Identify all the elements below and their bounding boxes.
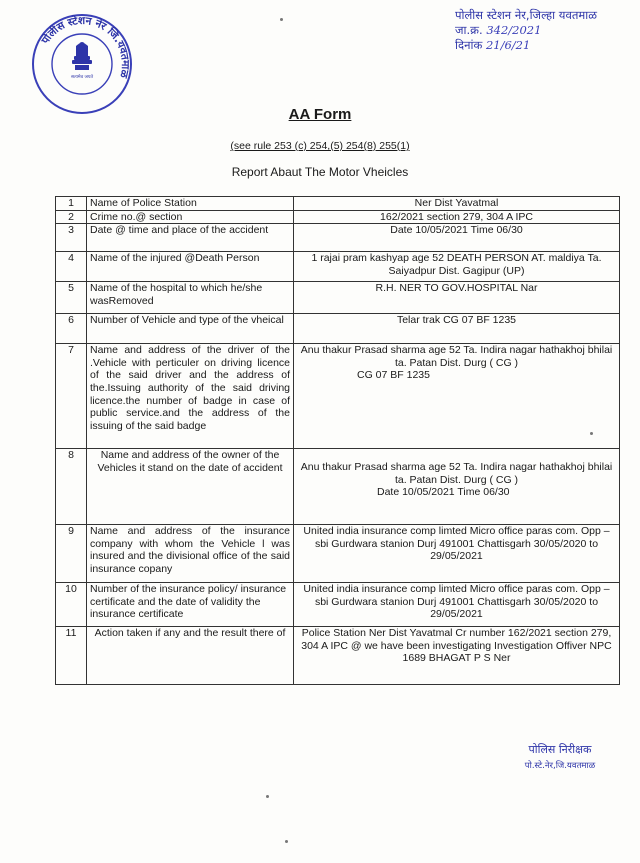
row-value: 162/2021 section 279, 304 A IPC	[294, 210, 620, 224]
table-row	[56, 449, 620, 525]
office-stamp-line1: पोलीस स्टेशन नेर,जिल्हा यवतमाळ	[455, 8, 598, 22]
row-number: 5	[56, 282, 87, 314]
ref-no-label: जा.क्र.	[455, 23, 483, 37]
officer-signature-stamp	[505, 742, 615, 771]
row-label: Name of the injured @Death Person	[87, 252, 294, 282]
table-row	[56, 627, 620, 685]
driver-details: Anu thakur Prasad sharma age 52 Ta. Indira nagar hathakhoj bhilai ta. Patan Dist. Durg ( CG )	[300, 344, 613, 369]
row-value	[294, 449, 620, 525]
police-station-seal	[30, 12, 134, 116]
form-title: AA Form	[288, 106, 352, 123]
scan-speck	[266, 795, 269, 798]
emblem-motto: सत्यमेव जयते	[70, 75, 94, 80]
table-row	[56, 344, 620, 449]
officer-station: पो.स्टे.नेर,जि.यवतमाळ	[524, 761, 596, 771]
report-subtitle: Report Abaut The Motor Vheicles	[231, 165, 409, 179]
ref-no-value: 342/2021	[486, 23, 542, 37]
row-number: 1	[56, 197, 87, 211]
scan-speck	[590, 432, 593, 435]
table-row	[56, 197, 620, 211]
row-label: Number of Vehicle and type of the vheical	[87, 314, 294, 344]
row-label: Name of Police Station	[87, 197, 294, 211]
row-value: United india insurance comp limted Micro office paras com. Opp – sbi Gurdwara stanion Durj 491001 Chattisgarh 30/05/2020 to 29/05/2021	[294, 525, 620, 583]
row-number: 6	[56, 314, 87, 344]
row-value: Telar trak CG 07 BF 1235	[294, 314, 620, 344]
date-label: दिनांक	[455, 38, 483, 52]
officer-designation: पोलिस निरीक्षक	[528, 743, 592, 756]
table-row	[56, 314, 620, 344]
row-label: Crime no.@ section	[87, 210, 294, 224]
rule-reference: (see rule 253 (c) 254,(5) 254(8) 255(1)	[230, 140, 410, 152]
row-label: Name and address of the insurance company with whom the Vehicle l was insured and the divisional office of the said insurance copany	[87, 525, 294, 583]
row-number: 7	[56, 344, 87, 449]
row-value: United india insurance comp limted Micro office paras com. Opp – sbi Gurdwara stanion Durj 491001 Chattisgarh 30/05/2020 to 29/05/2021	[294, 583, 620, 627]
table-row	[56, 525, 620, 583]
table-row	[56, 210, 620, 224]
row-value: Ner Dist Yavatmal	[294, 197, 620, 211]
date-value: 21/6/21	[485, 38, 531, 52]
row-label: Name of the hospital to which he/she wasRemoved	[87, 282, 294, 314]
scan-speck	[285, 840, 288, 843]
row-number: 2	[56, 210, 87, 224]
row-value: R.H. NER TO GOV.HOSPITAL Nar	[294, 282, 620, 314]
office-stamp-line3	[455, 38, 625, 53]
row-label: Name and address of the owner of the Vehicles it stand on the date of accident	[87, 449, 294, 525]
table-row	[56, 224, 620, 252]
national-emblem-icon	[72, 42, 92, 70]
row-number: 8	[56, 449, 87, 525]
scan-speck	[280, 18, 283, 21]
office-stamp	[455, 8, 625, 53]
row-label: Date @ time and place of the accident	[87, 224, 294, 252]
row-value: Date 10/05/2021 Time 06/30	[294, 224, 620, 252]
row-label: Action taken if any and the result there of	[87, 627, 294, 685]
table-row	[56, 282, 620, 314]
row-number: 11	[56, 627, 87, 685]
office-stamp-line2	[455, 23, 625, 38]
table-row	[56, 583, 620, 627]
row-value	[294, 344, 620, 449]
row-number: 9	[56, 525, 87, 583]
row-label: Name and address of the driver of the .Vehicle with perticuler on driving licence of the said driver and the address of the.Issuing authority of the said driving licence.the number of badge in case of public service.and the address of the issuing of the said badge	[87, 344, 294, 449]
seal-text: पोलीस स्टेशन नेर जि.यवतमाळ	[39, 14, 132, 79]
row-number: 3	[56, 224, 87, 252]
row-value: 1 rajai pram kashyap age 52 DEATH PERSON AT. maldiya Ta. Saiyadpur Dist. Gagipur (UP)	[294, 252, 620, 282]
row-number: 10	[56, 583, 87, 627]
report-table	[55, 196, 620, 685]
owner-date: Date 10/05/2021 Time 06/30	[377, 486, 510, 499]
row-number: 4	[56, 252, 87, 282]
row-value: Police Station Ner Dist Yavatmal Cr number 162/2021 section 279, 304 A IPC @ we have been investigating Investigation Offiver NPC 1689 BHAGAT P S Ner	[294, 627, 620, 685]
table-row	[56, 252, 620, 282]
vehicle-number: CG 07 BF 1235	[357, 369, 430, 382]
owner-details: Anu thakur Prasad sharma age 52 Ta. Indira nagar hathakhoj bhilai ta. Patan Dist. Durg ( CG )	[300, 461, 613, 486]
row-label: Number of the insurance policy/ insurance certificate and the date of validity the insurance certificate	[87, 583, 294, 627]
